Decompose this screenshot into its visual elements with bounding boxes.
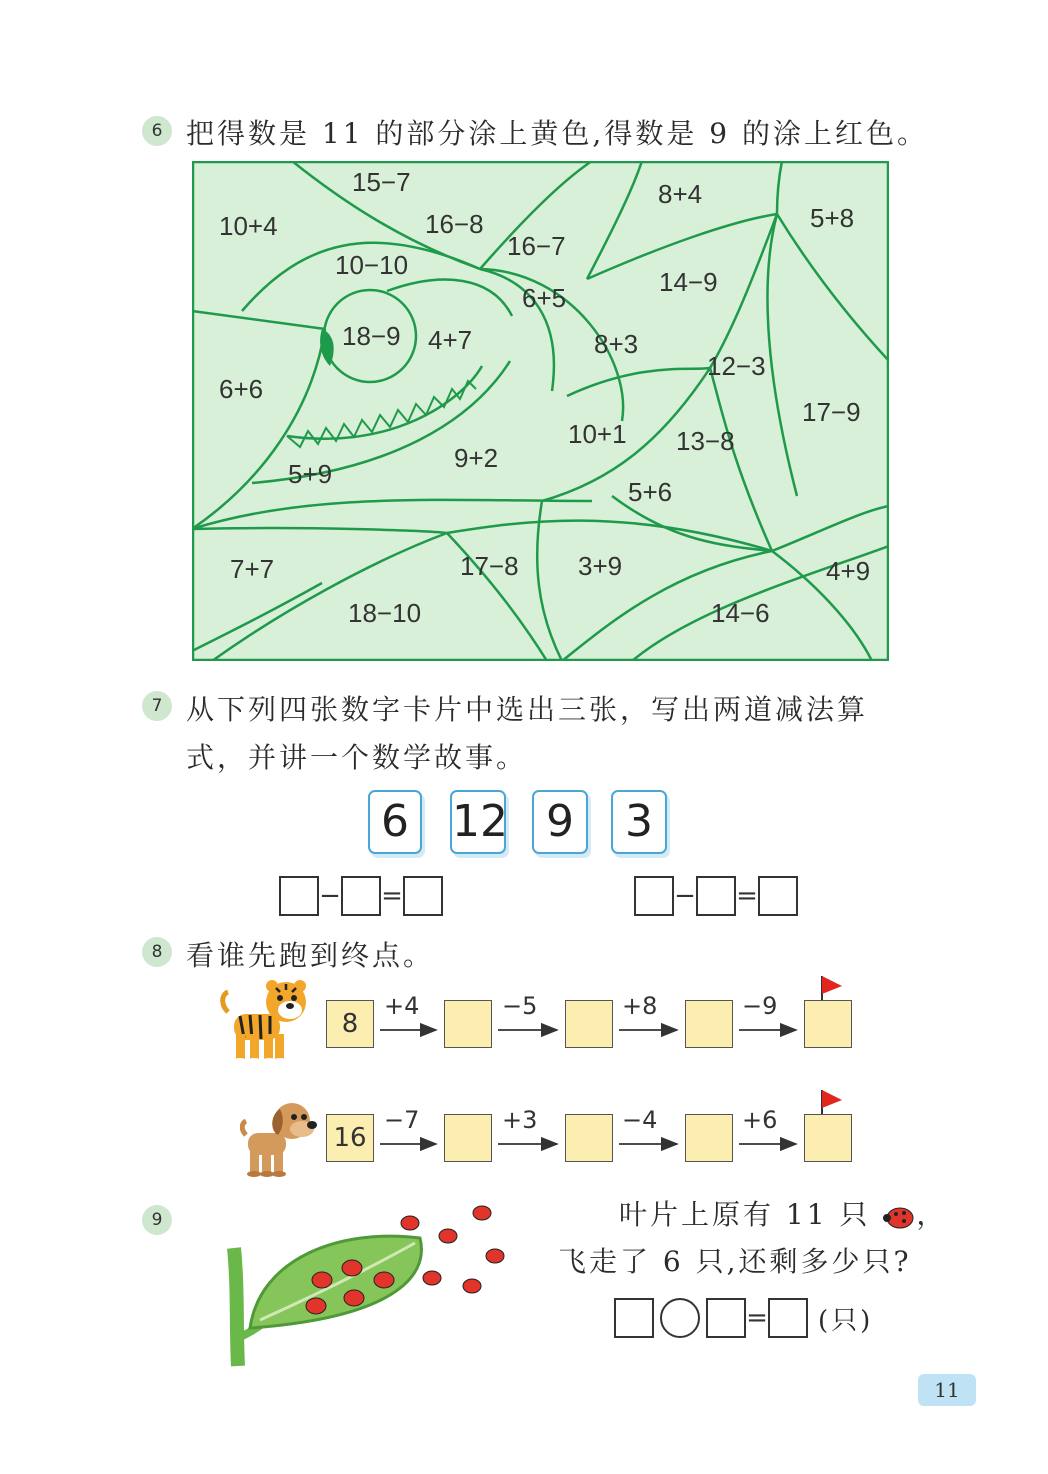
expression-label: 12−3 xyxy=(707,351,766,381)
question-8-text: 看谁先跑到终点。 xyxy=(186,939,435,972)
operator-circle[interactable] xyxy=(660,1298,700,1338)
expression-label: 14−9 xyxy=(659,267,718,297)
red-flag xyxy=(822,976,842,994)
leaf-with-ladybugs-illustration xyxy=(220,1198,520,1368)
question-7-line2: 式，并讲一个数学故事。 xyxy=(186,741,528,774)
expression-label: 7+7 xyxy=(230,554,275,584)
expression-label: 10+1 xyxy=(568,419,627,449)
question-number: 8 xyxy=(151,942,163,962)
question-9-comma: ， xyxy=(916,1198,948,1231)
question-number: 9 xyxy=(151,1210,163,1230)
dog-op-2: +3 xyxy=(502,1106,538,1134)
expression-label: 16−7 xyxy=(507,231,566,261)
number-card-3: 3 xyxy=(611,790,667,854)
page-number: 11 xyxy=(918,1374,976,1406)
question-9-line2: 飞走了 6 只,还剩多少只? xyxy=(558,1245,912,1278)
expression-label: 17−9 xyxy=(802,397,861,427)
tiger-start-box: 8 xyxy=(326,1000,374,1048)
answer-box[interactable] xyxy=(706,1298,746,1338)
answer-equation xyxy=(614,1297,873,1339)
dog-op-3: −4 xyxy=(622,1106,658,1134)
expression-label: 5+8 xyxy=(810,203,855,233)
question-9-line1-text: 叶片上原有 11 只 xyxy=(619,1198,871,1231)
expression-label: 4+7 xyxy=(428,325,473,355)
expression-label: 6+6 xyxy=(219,374,264,404)
minus-sign: − xyxy=(674,881,696,911)
question-7-line1: 从下列四张数字卡片中选出三张，写出两道减法算 xyxy=(186,693,869,726)
number-card-12: 12 xyxy=(450,790,506,854)
expression-label: 14−6 xyxy=(711,598,770,628)
expression-label: 10+4 xyxy=(219,211,278,241)
expression-label: 5+9 xyxy=(288,459,333,489)
tiger-op-2: −5 xyxy=(502,992,538,1020)
dog-start-box: 16 xyxy=(326,1114,374,1162)
expression-label: 8+3 xyxy=(594,329,639,359)
question-number: 7 xyxy=(151,696,163,716)
question-number-badge xyxy=(142,1205,172,1235)
expression-label: 3+9 xyxy=(578,551,623,581)
question-number: 6 xyxy=(151,121,163,141)
tiger-op-1: +4 xyxy=(384,992,420,1020)
question-9-line1 xyxy=(619,1193,947,1233)
equals-sign: = xyxy=(746,1303,768,1333)
expression-label: 4+9 xyxy=(826,556,871,586)
number-card-9: 9 xyxy=(532,790,588,854)
expression-label: 5+6 xyxy=(628,477,673,507)
dog-op-4: +6 xyxy=(742,1106,778,1134)
expression-label: 10−10 xyxy=(335,250,409,280)
expression-label: 18−10 xyxy=(348,598,422,628)
equals-sign: = xyxy=(736,881,758,911)
dog-op-1: −7 xyxy=(384,1106,420,1134)
expression-label: 6+5 xyxy=(522,283,567,313)
red-flag xyxy=(822,1090,842,1108)
expression-label: 16−8 xyxy=(425,209,484,239)
answer-box[interactable] xyxy=(768,1298,808,1338)
expression-label: 9+2 xyxy=(454,443,499,473)
tiger-op-4: −9 xyxy=(742,992,778,1020)
expression-label: 17−8 xyxy=(460,551,519,581)
question-6-text: 把得数是 11 的部分涂上黄色,得数是 9 的涂上红色。 xyxy=(186,117,928,150)
number-card-6: 6 xyxy=(368,790,422,854)
expression-label: 15−7 xyxy=(352,167,411,197)
expression-label: 18−9 xyxy=(342,321,401,351)
answer-box[interactable] xyxy=(614,1298,654,1338)
equals-sign: = xyxy=(381,881,403,911)
tiger-op-3: +8 xyxy=(622,992,658,1020)
unit-label: (只) xyxy=(818,1305,874,1336)
ladybug-icon xyxy=(882,1204,916,1230)
expression-label: 13−8 xyxy=(676,426,735,456)
minus-sign: − xyxy=(319,881,341,911)
expression-label: 8+4 xyxy=(658,179,703,209)
